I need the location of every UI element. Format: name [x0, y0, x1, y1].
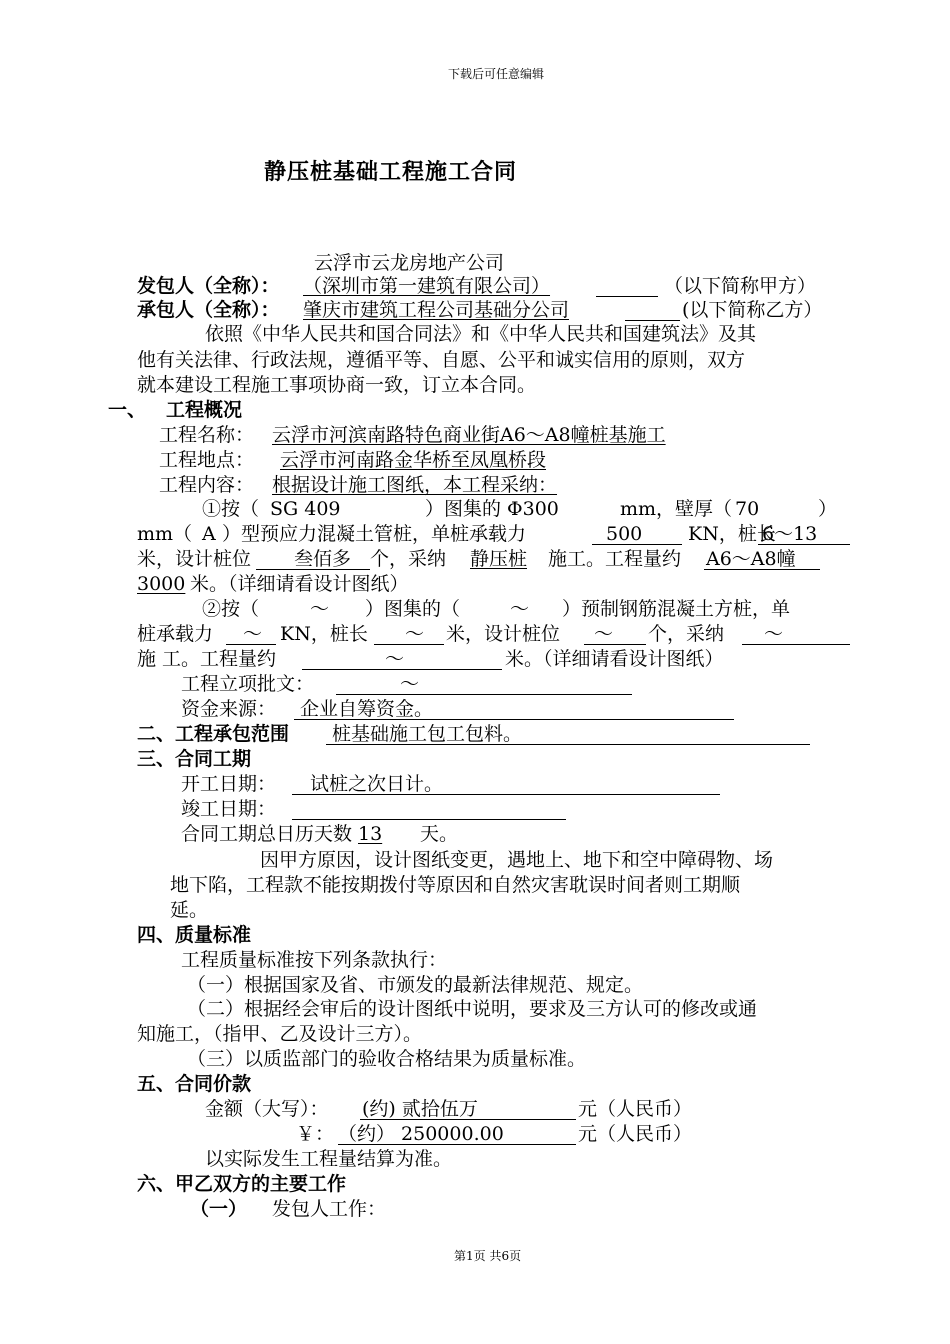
contractor-abbr: (以下简称乙方） [682, 299, 823, 321]
project-name-label: 工程名称： [159, 424, 255, 446]
item2-d: 桩承载力 [137, 623, 214, 645]
item1-l: 米。（详细请看设计图纸） [190, 573, 409, 595]
employer-blank [596, 296, 658, 297]
item2-i: 米。（详细请看设计图纸） [505, 648, 724, 670]
section-3-heading: 三、合同工期 [137, 748, 252, 770]
project-name-value: 云浮市河滨南路特色商业街A6～A8幢桩基施工 [272, 424, 666, 446]
section-2-value: 桩基础施工包工包料。 [332, 723, 523, 745]
item1-c: mm，壁厚（ [620, 498, 733, 520]
item1-h: 米，设计桩位 [137, 548, 252, 570]
item1-qty: A6～A8幢 [706, 548, 796, 570]
item1-e: mm（ [137, 523, 193, 545]
end-date-label: 竣工日期： [181, 798, 277, 820]
section-6-heading: 六、甲乙双方的主要工作 [137, 1173, 347, 1195]
contractor-blank [625, 320, 680, 321]
start-date-label: 开工日期： [181, 773, 277, 795]
section-5-heading: 五、合同价款 [137, 1073, 252, 1095]
days-label: 合同工期总日历天数 [181, 823, 353, 845]
quality-clause-2a: （二）根据经会审后的设计图纸中说明，要求及三方认可的修改或通 [187, 998, 758, 1020]
item1-length: 6～13 [762, 523, 818, 545]
end-date-blank [292, 819, 566, 820]
item1-g: KN，桩长 [688, 523, 776, 545]
item2-g: 个，采纳 [648, 623, 725, 645]
item1-atlas: SG 409 [270, 498, 341, 520]
item1-type: A [202, 523, 216, 545]
start-date-value: 试桩之次日计。 [310, 773, 444, 795]
item2-b: ）图集的（ [365, 598, 461, 620]
item2-qty: ～ [385, 648, 405, 670]
item2-a: ②按（ [202, 598, 260, 620]
item2-meth: ～ [764, 623, 784, 645]
settlement-note: 以实际发生工程量结算为准。 [205, 1148, 453, 1170]
amount-words-value: (约) 贰拾伍万 [362, 1098, 478, 1120]
item1-a: ①按（ [202, 498, 260, 520]
section-4-heading: 四、质量标准 [137, 924, 252, 946]
quality-clause-2b: 知施工，（指甲、乙及设计三方）。 [137, 1023, 423, 1045]
item2-pos: ～ [594, 623, 614, 645]
project-content-label: 工程内容： [159, 474, 255, 496]
contractor-label: 承包人（全称）： [137, 299, 280, 321]
page-header-note: 下载后可任意编辑 [448, 67, 545, 81]
item1-thickness: 70 [735, 498, 760, 520]
item1-b: ）图集的 Φ300 [425, 498, 559, 520]
amount-words-label: 金额（大写）： [205, 1098, 329, 1120]
amount-words-unit: 元（人民币） [578, 1098, 693, 1120]
quality-clause-3: （三）以质监部门的验收合格结果为质量标准。 [187, 1048, 587, 1070]
item2-tilde1: ～ [310, 598, 330, 620]
item2-cap: ～ [243, 623, 263, 645]
item2-tilde2: ～ [510, 598, 530, 620]
item1-count: 叁佰多 [294, 548, 352, 570]
item1-d: ） [818, 498, 838, 520]
section-2-heading: 二、工程承包范围 [137, 723, 290, 745]
section-1-number: 一、 [108, 399, 147, 421]
item2-e: KN，桩长 [280, 623, 368, 645]
fund-label: 资金来源： [181, 698, 277, 720]
employer-line [137, 277, 280, 296]
item1-method: 静压桩 [470, 548, 528, 570]
contractor-name: 肇庆市建筑工程公司基础分公司 [303, 299, 570, 321]
approval-value: ～ [400, 673, 420, 695]
item1-k: 3000 [137, 573, 186, 595]
project-site-label: 工程地点： [159, 449, 255, 471]
amount-number-unit: 元（人民币） [578, 1123, 693, 1145]
intro-line-1: 依照《中华人民共和国合同法》和《中华人民共和国建筑法》及其 [205, 323, 757, 345]
item2-meth-blank [742, 644, 850, 645]
project-content-value: 根据设计施工图纸，本工程采纳： [272, 474, 558, 496]
amount-number-value: （约） 250000.00 [338, 1123, 504, 1145]
project-site-value: 云浮市河南路金华桥至凤凰桥段 [280, 449, 547, 471]
item1-j: 施工。工程量约 [548, 548, 682, 570]
intro-line-3: 就本建设工程施工事项协商一致，订立本合同。 [137, 374, 537, 396]
document-title: 静压桩基础工程施工合同 [264, 160, 518, 185]
delay-line-3: 延。 [170, 899, 209, 921]
employer-name: （深圳市第一建筑有限公司） [303, 275, 551, 297]
quality-clause-1: （一）根据国家及省、市颁发的最新法律规范、规定。 [187, 974, 644, 996]
quality-lead: 工程质量标准按下列条款执行： [181, 949, 448, 971]
section-6-sub-number: （一） [190, 1198, 248, 1220]
employer-note-company: 云浮市云龙房地产公司 [314, 252, 505, 274]
employer-label: 发包人（全称）： [137, 275, 280, 297]
fund-value: 企业自筹资金。 [300, 698, 434, 720]
section-6-sub-label: 发包人工作： [272, 1198, 387, 1220]
section-1-heading: 工程概况 [166, 399, 243, 421]
item1-f: ）型预应力混凝土管桩，单桩承载力 [222, 523, 527, 545]
item2-len: ～ [405, 623, 425, 645]
item2-h: 施 工。工程量约 [137, 648, 277, 670]
delay-line-2: 地下陷，工程款不能按期拨付等原因和自然灾害耽误时间者则工期顺 [170, 874, 741, 896]
page-footer: 第1页 共6页 [454, 1249, 522, 1263]
days-unit: 天。 [420, 823, 459, 845]
item1-i: 个，采纳 [370, 548, 447, 570]
amount-number-label: ￥： [296, 1123, 335, 1145]
approval-blank [336, 694, 632, 695]
item2-f: 米，设计桩位 [446, 623, 561, 645]
employer-abbr: （以下简称甲方） [664, 275, 817, 297]
days-value: 13 [358, 823, 383, 845]
item1-capacity: 500 [606, 523, 643, 545]
item2-c: ）预制钢筋混凝土方桩，单 [562, 598, 791, 620]
delay-line-1: 因甲方原因，设计图纸变更，遇地上、地下和空中障碍物、场 [260, 849, 774, 871]
intro-line-2: 他有关法律、行政法规，遵循平等、自愿、公平和诚实信用的原则，双方 [137, 349, 746, 371]
approval-label: 工程立项批文： [181, 673, 315, 695]
